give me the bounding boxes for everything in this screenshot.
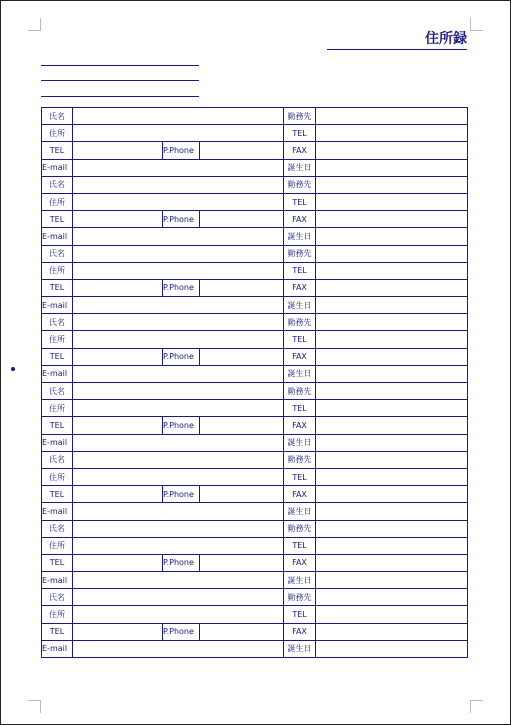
address-label: 住所 [42,193,73,210]
work-tel-label: TEL [284,468,316,485]
table-row [42,486,468,503]
table-row [42,434,468,451]
tel-field[interactable] [73,486,163,503]
birthday-label: 誕生日 [284,503,316,520]
birthday-label: 誕生日 [284,159,316,176]
table-row [42,365,468,382]
birthday-field[interactable] [316,297,468,314]
email-field[interactable] [73,572,284,589]
table-row [42,108,468,125]
header-blank-line-2[interactable] [41,80,199,81]
table-row [42,537,468,554]
workplace-field[interactable] [316,520,468,537]
name-label: 氏名 [42,108,73,125]
address-field[interactable] [73,468,284,485]
email-field[interactable] [73,365,284,382]
phone-field[interactable] [200,211,284,228]
address-field[interactable] [73,606,284,623]
email-field[interactable] [73,159,284,176]
name-label: 氏名 [42,314,73,331]
tel-label: TEL [42,623,73,640]
workplace-label: 勤務先 [284,520,316,537]
address-field[interactable] [73,193,284,210]
name-label: 氏名 [42,589,73,606]
work-tel-field[interactable] [316,400,468,417]
table-row [42,348,468,365]
fax-field[interactable] [316,279,468,296]
workplace-field[interactable] [316,176,468,193]
table-row [42,520,468,537]
work-tel-field[interactable] [316,537,468,554]
work-tel-label: TEL [284,193,316,210]
address-field[interactable] [73,331,284,348]
birthday-label: 誕生日 [284,572,316,589]
email-field[interactable] [73,640,284,657]
table-row [42,279,468,296]
table-row [42,228,468,245]
phone-label: P.Phone [163,554,200,571]
fax-label: FAX [284,142,316,159]
work-tel-label: TEL [284,262,316,279]
phone-field[interactable] [200,417,284,434]
name-field[interactable] [73,589,284,606]
email-label: E-mail [42,228,73,245]
fax-field[interactable] [316,486,468,503]
table-row [42,193,468,210]
work-tel-label: TEL [284,400,316,417]
phone-label: P.Phone [163,417,200,434]
fax-label: FAX [284,211,316,228]
fax-label: FAX [284,623,316,640]
work-tel-field[interactable] [316,331,468,348]
email-field[interactable] [73,297,284,314]
table-row [42,331,468,348]
address-label: 住所 [42,537,73,554]
address-book-table [41,107,468,658]
phone-field[interactable] [200,623,284,640]
email-field[interactable] [73,228,284,245]
table-row [42,554,468,571]
name-field[interactable] [73,383,284,400]
work-tel-label: TEL [284,606,316,623]
workplace-label: 勤務先 [284,176,316,193]
tel-field[interactable] [73,554,163,571]
work-tel-field[interactable] [316,125,468,142]
table-row [42,451,468,468]
page-title: 住所録 [425,31,467,47]
address-field[interactable] [73,400,284,417]
phone-label: P.Phone [163,486,200,503]
name-field[interactable] [73,108,284,125]
birthday-field[interactable] [316,503,468,520]
table-row [42,606,468,623]
email-label: E-mail [42,365,73,382]
work-tel-label: TEL [284,331,316,348]
header-blank-line-1[interactable] [41,65,199,66]
address-field[interactable] [73,537,284,554]
table-row [42,314,468,331]
birthday-label: 誕生日 [284,365,316,382]
fax-field[interactable] [316,211,468,228]
tel-label: TEL [42,211,73,228]
workplace-label: 勤務先 [284,451,316,468]
fax-label: FAX [284,279,316,296]
birthday-field[interactable] [316,365,468,382]
table-row [42,400,468,417]
email-field[interactable] [73,434,284,451]
title-underline [327,49,467,50]
fax-label: FAX [284,554,316,571]
workplace-field[interactable] [316,383,468,400]
birthday-label: 誕生日 [284,640,316,657]
address-label: 住所 [42,125,73,142]
tel-label: TEL [42,142,73,159]
tel-field[interactable] [73,348,163,365]
tel-field[interactable] [73,417,163,434]
work-tel-field[interactable] [316,606,468,623]
crop-mark-bottom-left [28,700,41,713]
email-label: E-mail [42,297,73,314]
fax-label: FAX [284,348,316,365]
workplace-label: 勤務先 [284,314,316,331]
phone-label: P.Phone [163,279,200,296]
table-row [42,417,468,434]
name-field[interactable] [73,245,284,262]
address-label: 住所 [42,262,73,279]
address-field[interactable] [73,125,284,142]
phone-label: P.Phone [163,348,200,365]
tel-label: TEL [42,417,73,434]
work-tel-label: TEL [284,125,316,142]
tel-label: TEL [42,348,73,365]
phone-label: P.Phone [163,142,200,159]
email-field[interactable] [73,503,284,520]
email-label: E-mail [42,434,73,451]
name-label: 氏名 [42,245,73,262]
birthday-field[interactable] [316,228,468,245]
work-tel-field[interactable] [316,262,468,279]
fax-field[interactable] [316,417,468,434]
table-row [42,262,468,279]
table-row [42,572,468,589]
phone-field[interactable] [200,554,284,571]
birthday-field[interactable] [316,640,468,657]
address-label: 住所 [42,331,73,348]
birthday-label: 誕生日 [284,297,316,314]
email-label: E-mail [42,572,73,589]
table-row [42,211,468,228]
tel-field[interactable] [73,279,163,296]
table-row [42,142,468,159]
table-row [42,623,468,640]
birthday-label: 誕生日 [284,434,316,451]
name-label: 氏名 [42,383,73,400]
table-row [42,176,468,193]
birthday-field[interactable] [316,434,468,451]
workplace-label: 勤務先 [284,383,316,400]
name-field[interactable] [73,176,284,193]
phone-field[interactable] [200,486,284,503]
tel-field[interactable] [73,142,163,159]
email-label: E-mail [42,640,73,657]
name-field[interactable] [73,451,284,468]
name-label: 氏名 [42,520,73,537]
fax-field[interactable] [316,554,468,571]
work-tel-label: TEL [284,537,316,554]
fax-field[interactable] [316,142,468,159]
name-label: 氏名 [42,176,73,193]
tel-field[interactable] [73,623,163,640]
workplace-field[interactable] [316,108,468,125]
phone-field[interactable] [200,142,284,159]
table-row [42,383,468,400]
workplace-label: 勤務先 [284,589,316,606]
fax-label: FAX [284,417,316,434]
header-blank-line-3[interactable] [41,96,199,97]
birthday-label: 誕生日 [284,228,316,245]
workplace-label: 勤務先 [284,245,316,262]
crop-mark-top-left [28,18,41,31]
work-tel-field[interactable] [316,468,468,485]
phone-label: P.Phone [163,623,200,640]
address-field[interactable] [73,262,284,279]
address-label: 住所 [42,400,73,417]
crop-mark-top-right [470,18,483,31]
birthday-field[interactable] [316,159,468,176]
tel-field[interactable] [73,211,163,228]
tel-label: TEL [42,486,73,503]
address-label: 住所 [42,468,73,485]
name-field[interactable] [73,520,284,537]
table-row [42,503,468,520]
table-row [42,297,468,314]
workplace-label: 勤務先 [284,108,316,125]
workplace-field[interactable] [316,314,468,331]
fax-field[interactable] [316,623,468,640]
table-row [42,125,468,142]
name-field[interactable] [73,314,284,331]
name-label: 氏名 [42,451,73,468]
fax-label: FAX [284,486,316,503]
workplace-field[interactable] [316,451,468,468]
address-label: 住所 [42,606,73,623]
phone-field[interactable] [200,279,284,296]
birthday-field[interactable] [316,572,468,589]
table-row [42,468,468,485]
fax-field[interactable] [316,348,468,365]
binding-hole-mark [11,367,15,371]
phone-field[interactable] [200,348,284,365]
table-row [42,159,468,176]
table-row [42,589,468,606]
workplace-field[interactable] [316,245,468,262]
workplace-field[interactable] [316,589,468,606]
email-label: E-mail [42,503,73,520]
phone-label: P.Phone [163,211,200,228]
table-row [42,245,468,262]
email-label: E-mail [42,159,73,176]
tel-label: TEL [42,554,73,571]
work-tel-field[interactable] [316,193,468,210]
tel-label: TEL [42,279,73,296]
table-row [42,640,468,657]
crop-mark-bottom-right [470,700,483,713]
